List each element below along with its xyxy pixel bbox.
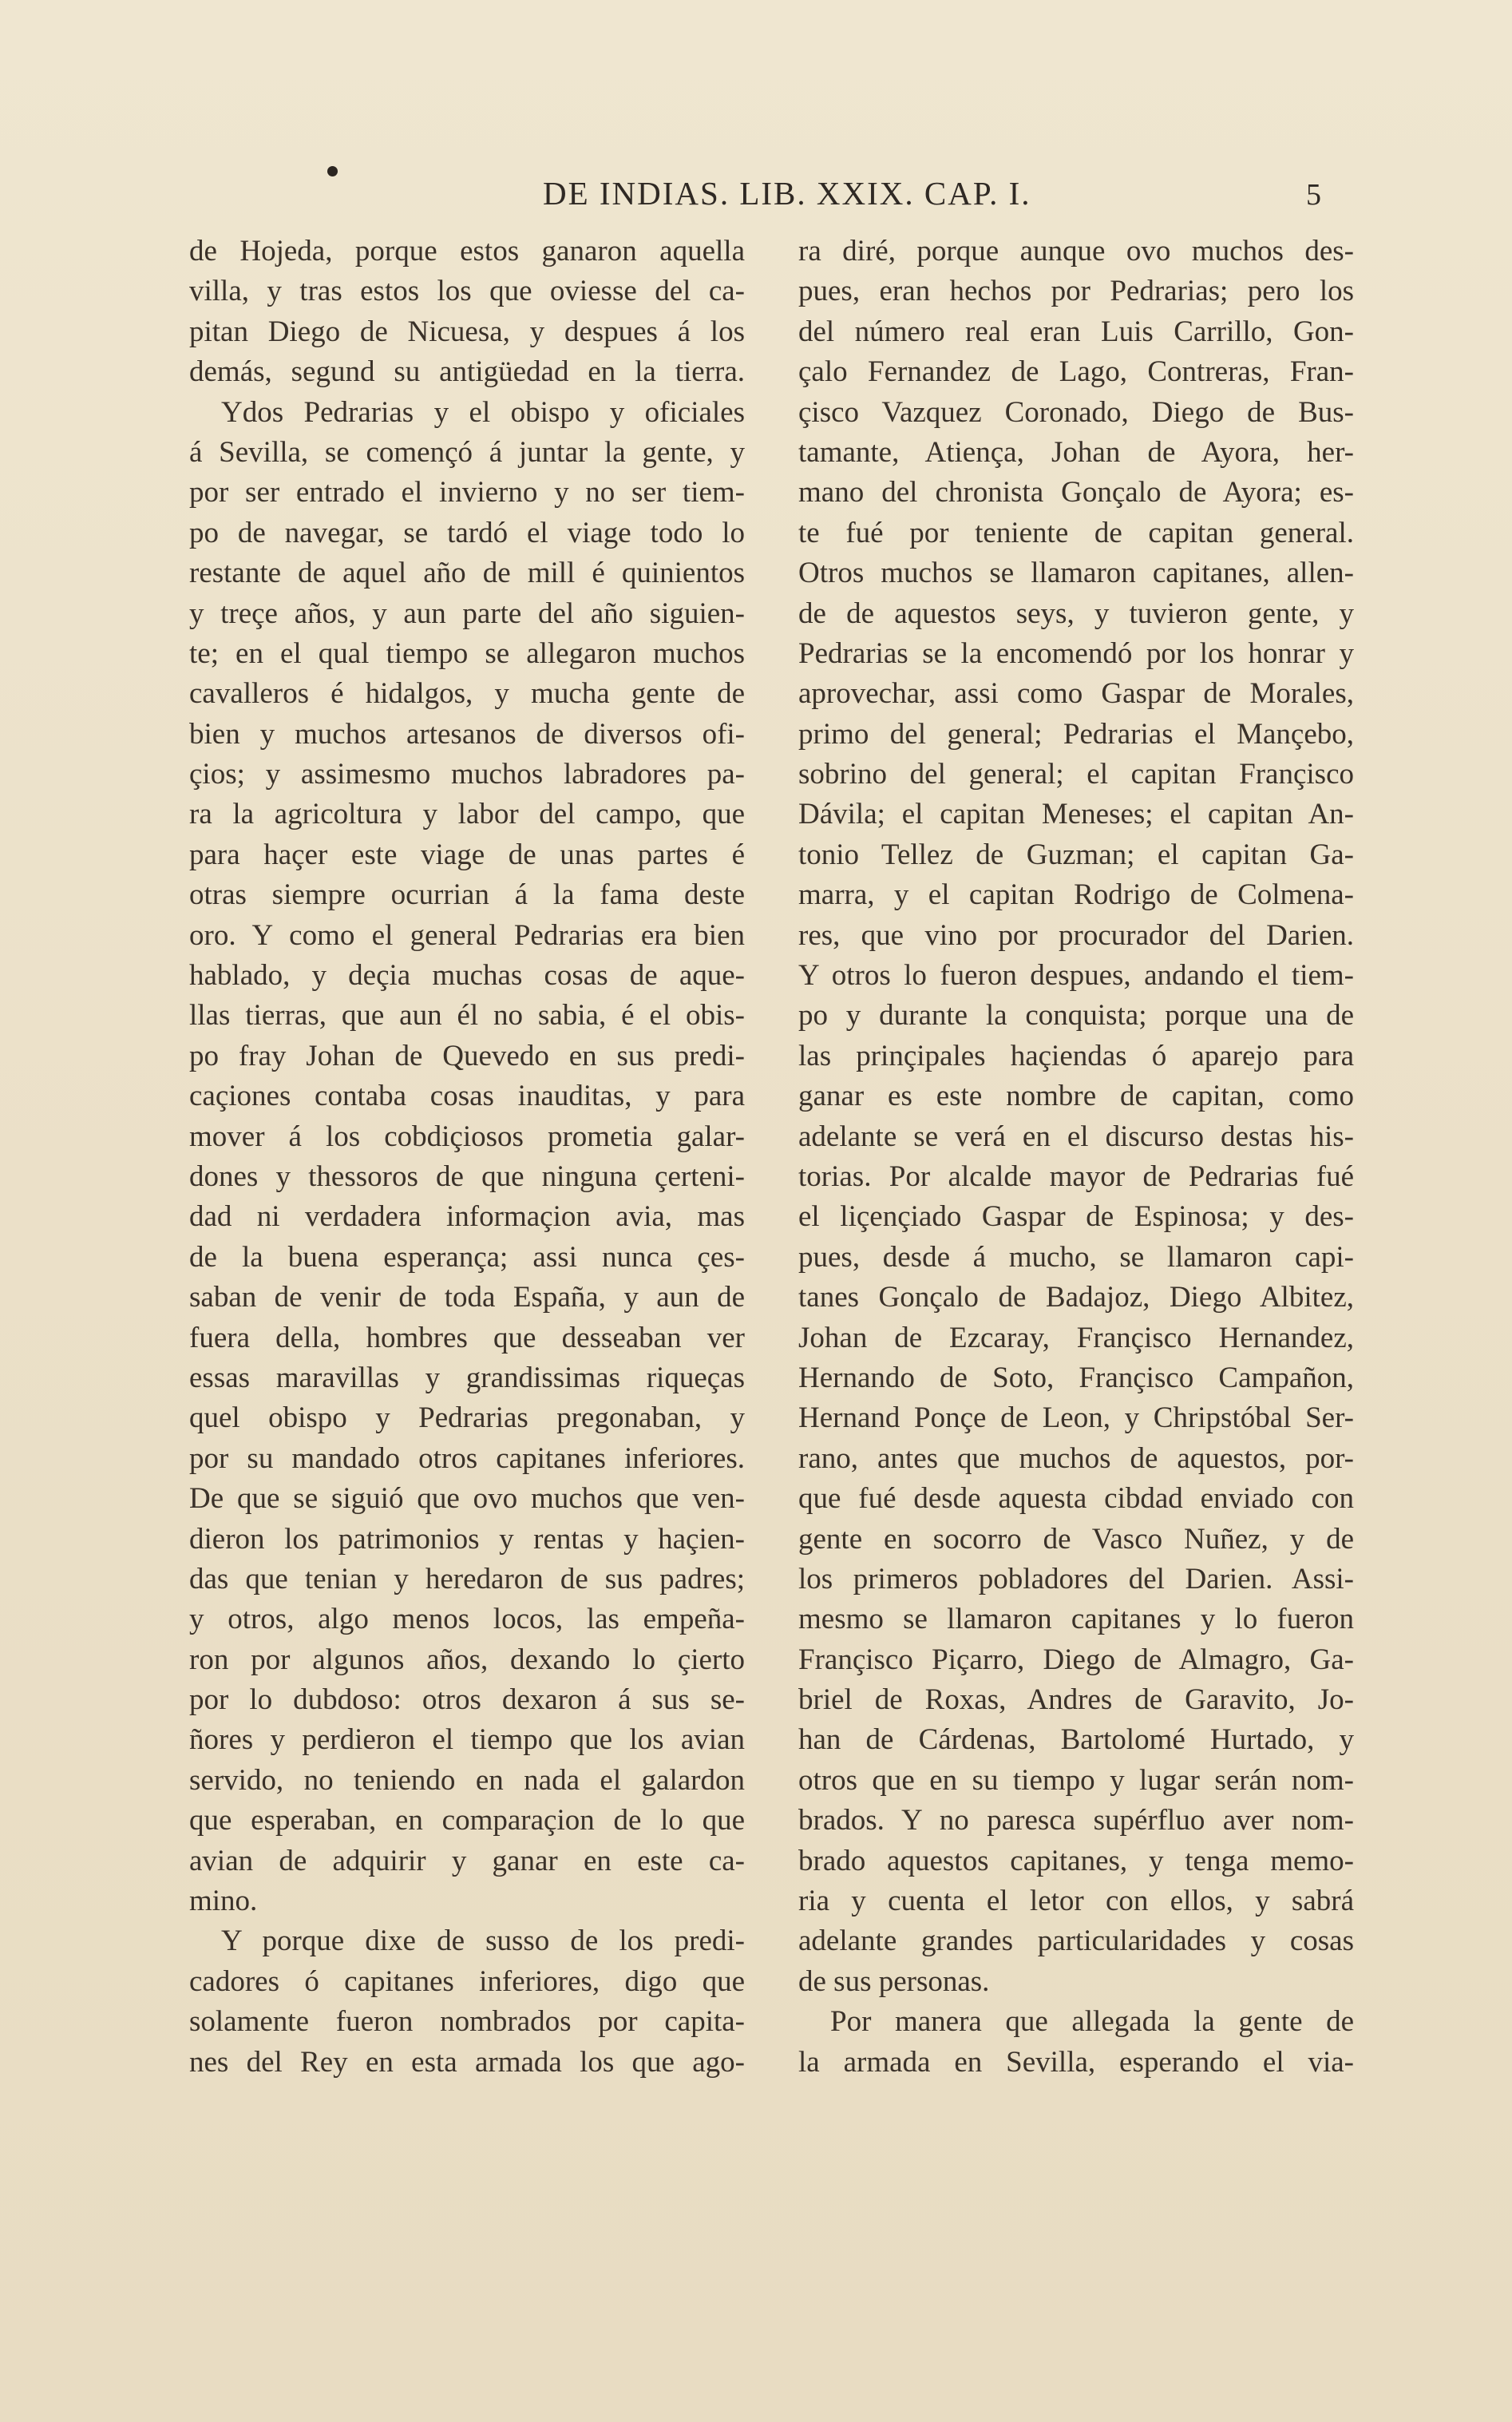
text-line: otros que en su tiempo y lugar serán nom- <box>798 1763 1354 1797</box>
text-line: dieron los patrimonios y rentas y haçien- <box>189 1522 745 1556</box>
text-line: Otros muchos se llamaron capitanes, allen- <box>798 557 1354 590</box>
text-line: el liçençiado Gaspar de Espinosa; y des- <box>798 1200 1354 1234</box>
text-line: Ydos Pedrarias y el obispo y oficiales <box>221 395 745 429</box>
text-line: po fray Johan de Quevedo en sus predi- <box>189 1039 745 1072</box>
text-line: te; en el qual tiempo se allegaron muchos <box>189 636 745 670</box>
text-line: essas maravillas y grandissimas riqueças <box>189 1361 745 1394</box>
text-line: po y durante la conquista; porque una de <box>798 999 1354 1033</box>
text-line: han de Cárdenas, Bartolomé Hurtado, y <box>798 1723 1354 1757</box>
text-line: demás, segund su antigüedad en la tierra. <box>189 355 745 389</box>
text-line: llas tierras, que aun él no sabia, é el obis- <box>189 999 745 1033</box>
text-line: mesmo se llamaron capitanes y lo fueron <box>798 1603 1354 1636</box>
text-line: servido, no teniendo en nada el galardon <box>189 1763 745 1797</box>
text-line: res, que vino por procurador del Darien. <box>798 918 1354 952</box>
text-line: marra, y el capitan Rodrigo de Colmena- <box>798 878 1354 912</box>
text-line: das que tenian y heredaron de sus padres; <box>189 1562 745 1596</box>
text-line: del número real eran Luis Carrillo, Gon- <box>798 315 1354 348</box>
text-line: por su mandado otros capitanes inferiores. <box>189 1441 745 1475</box>
text-line: ron por algunos años, dexando lo çierto <box>189 1643 745 1676</box>
text-line: Pedrarias se la encomendó por los honrar y <box>798 636 1354 670</box>
text-line: Johan de Ezcaray, Françisco Hernandez, <box>798 1321 1354 1354</box>
text-line: ganar es este nombre de capitan, como <box>798 1080 1354 1113</box>
text-line: cadores ó capitanes inferiores, digo que <box>189 1964 745 1998</box>
text-line: çisco Vazquez Coronado, Diego de Bus- <box>798 395 1354 429</box>
text-line: pitan Diego de Nicuesa, y despues á los <box>189 315 745 348</box>
text-line: restante de aquel año de mill é quinientos <box>189 557 745 590</box>
text-line: De que se siguió que ovo muchos que ven- <box>189 1482 745 1516</box>
right-text-column <box>798 232 1354 2083</box>
text-line: briel de Roxas, Andres de Garavito, Jo- <box>798 1683 1354 1717</box>
text-line: brados. Y no paresca supérfluo aver nom- <box>798 1804 1354 1837</box>
text-line: de de aquestos seys, y tuvieron gente, y <box>798 597 1354 630</box>
text-line: adelante se verá en el discurso destas his- <box>798 1120 1354 1153</box>
text-line: Y porque dixe de susso de los predi- <box>221 1925 745 1958</box>
text-line: solamente fueron nombrados por capita- <box>189 2005 745 2039</box>
text-line: dones y thessoros de que ninguna çerteni- <box>189 1159 745 1193</box>
text-line: po de navegar, se tardó el viage todo lo <box>189 516 745 549</box>
running-head: DE INDIAS. LIB. XXIX. CAP. I. <box>543 175 1031 212</box>
text-line: çios; y assimesmo muchos labradores pa- <box>189 758 745 791</box>
text-line: brado aquestos capitanes, y tenga memo- <box>798 1844 1354 1877</box>
text-line: para haçer este viage de unas partes é <box>189 838 745 871</box>
text-line: oro. Y como el general Pedrarias era bien <box>189 918 745 952</box>
text-line: pues, desde á mucho, se llamaron capi- <box>798 1240 1354 1274</box>
text-line: torias. Por alcalde mayor de Pedrarias fué <box>798 1159 1354 1193</box>
text-line: Hernando de Soto, Françisco Campañon, <box>798 1361 1354 1394</box>
text-line: caçiones contaba cosas inauditas, y para <box>189 1080 745 1113</box>
text-line: las prinçipales haçiendas ó aparejo para <box>798 1039 1354 1072</box>
text-line: bien y muchos artesanos de diversos ofi- <box>189 717 745 751</box>
text-line: á Sevilla, se començó á juntar la gente, y <box>189 435 745 469</box>
text-line: y treçe años, y aun parte del año siguien- <box>189 597 745 630</box>
text-line: tonio Tellez de Guzman; el capitan Ga- <box>798 838 1354 871</box>
text-line: ñores y perdieron el tiempo que los avian <box>189 1723 745 1757</box>
text-line: sobrino del general; el capitan Françisco <box>798 758 1354 791</box>
text-line: mino. <box>189 1885 258 1918</box>
text-line: te fué por teniente de capitan general. <box>798 516 1354 549</box>
ink-speck <box>327 166 338 176</box>
text-line: Hernand Ponçe de Leon, y Chripstóbal Ser- <box>798 1401 1354 1435</box>
text-line: saban de venir de toda España, y aun de <box>189 1281 745 1314</box>
text-line: quel obispo y Pedrarias pregonaban, y <box>189 1401 745 1435</box>
text-line: primo del general; Pedrarias el Mançebo, <box>798 717 1354 751</box>
text-line: nes del Rey en esta armada los que ago- <box>189 2045 745 2079</box>
text-line: gente en socorro de Vasco Nuñez, y de <box>798 1522 1354 1556</box>
text-line: por lo dubdoso: otros dexaron á sus se- <box>189 1683 745 1717</box>
text-line: de sus personas. <box>798 1964 990 1998</box>
text-line: de la buena esperança; assi nunca çes- <box>189 1240 745 1274</box>
text-line: Por manera que allegada la gente de <box>830 2005 1354 2039</box>
page-number: 5 <box>1306 178 1321 212</box>
text-line: tanes Gonçalo de Badajoz, Diego Albitez, <box>798 1281 1354 1314</box>
text-line: que esperaban, en comparaçion de lo que <box>189 1804 745 1837</box>
text-line: fuera della, hombres que desseaban ver <box>189 1321 745 1354</box>
text-line: mano del chronista Gonçalo de Ayora; es- <box>798 476 1354 509</box>
text-line: tamante, Atiença, Johan de Ayora, her- <box>798 435 1354 469</box>
text-line: villa, y tras estos los que oviesse del ca- <box>189 275 745 308</box>
text-line: otras siempre ocurrian á la fama deste <box>189 878 745 912</box>
text-line: çalo Fernandez de Lago, Contreras, Fran- <box>798 355 1354 389</box>
text-line: aprovechar, assi como Gaspar de Morales, <box>798 677 1354 711</box>
text-line: cavalleros é hidalgos, y mucha gente de <box>189 677 745 711</box>
text-line: Françisco Piçarro, Diego de Almagro, Ga- <box>798 1643 1354 1676</box>
text-line: ra la agricoltura y labor del campo, que <box>189 798 745 831</box>
text-line: mover á los cobdiçiosos prometia galar- <box>189 1120 745 1153</box>
text-line: avian de adquirir y ganar en este ca- <box>189 1844 745 1877</box>
text-line: Dávila; el capitan Meneses; el capitan An- <box>798 798 1354 831</box>
text-line: rano, antes que muchos de aquestos, por- <box>798 1441 1354 1475</box>
text-line: ra diré, porque aunque ovo muchos des- <box>798 235 1354 268</box>
text-line: dad ni verdadera informaçion avia, mas <box>189 1200 745 1234</box>
text-line: los primeros pobladores del Darien. Assi- <box>798 1562 1354 1596</box>
text-line: hablado, y deçia muchas cosas de aque- <box>189 959 745 993</box>
text-line: ria y cuenta el letor con ellos, y sabrá <box>798 1885 1354 1918</box>
text-line: pues, eran hechos por Pedrarias; pero los <box>798 275 1354 308</box>
text-line: adelante grandes particularidades y cosas <box>798 1925 1354 1958</box>
text-line: Y otros lo fueron despues, andando el tiem- <box>798 959 1354 993</box>
text-line: la armada en Sevilla, esperando el via- <box>798 2045 1354 2079</box>
text-line: que fué desde aquesta cibdad enviado con <box>798 1482 1354 1516</box>
text-line: por ser entrado el invierno y no ser tiem- <box>189 476 745 509</box>
text-line: y otros, algo menos locos, las empeña- <box>189 1603 745 1636</box>
left-text-column <box>189 232 745 2083</box>
text-line: de Hojeda, porque estos ganaron aquella <box>189 235 745 268</box>
